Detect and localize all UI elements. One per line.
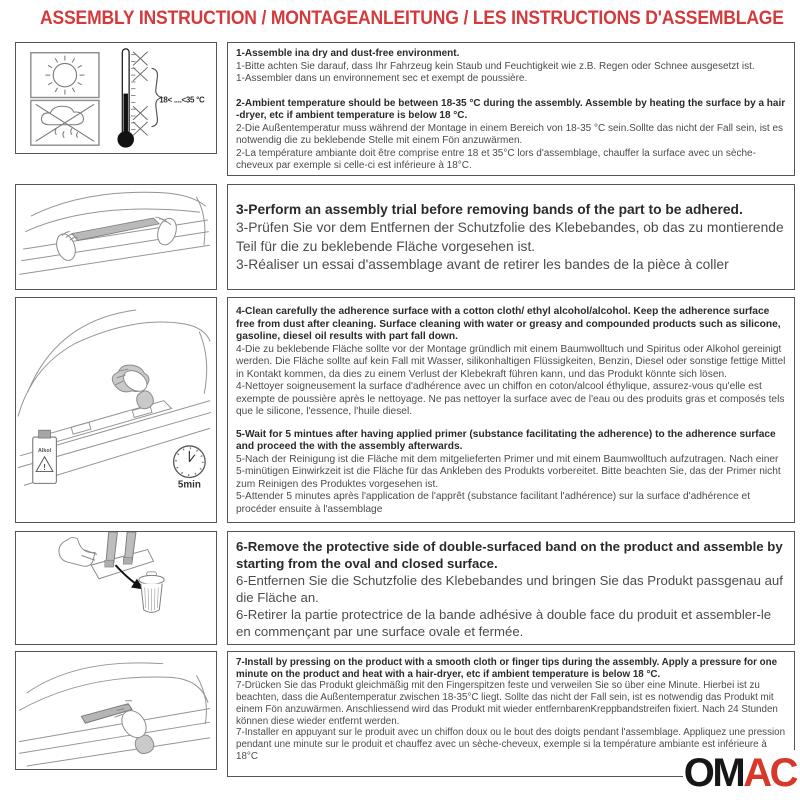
door-sill-strip bbox=[72, 218, 159, 240]
alcohol-bottle-icon bbox=[33, 430, 57, 483]
instructions-step-1-2 bbox=[227, 42, 795, 176]
wiping-sill-drawing bbox=[16, 298, 215, 521]
step-text: 1-Assemble ina dry and dust-free environment. bbox=[236, 48, 460, 59]
environment-illustration bbox=[16, 43, 215, 152]
step-text: 6-Entfernen Sie die Schutzfolie des Klebebandes und bringen Sie das Produkt passgenau auf die Fläche an. bbox=[236, 573, 783, 605]
omac-logo bbox=[683, 750, 796, 798]
instructions-step-3 bbox=[227, 184, 795, 290]
step-text: 2-Die Außentemperatur muss während der Montage in einem Bereich von 18-35 °C sein.Sollte das nicht der Fall sein, ist es notwendig die zu beklebende Stelle mit einem Fön anzuwärmen. bbox=[236, 122, 784, 146]
thermometer-icon bbox=[117, 49, 205, 148]
step-text: 3-Réaliser un essai d'assemblage avant de retirer les bandes de la pièce à coller bbox=[236, 257, 729, 273]
step-text: 6-Remove the protective side of double-surfaced band on the product and assemble by starting from the oval and closed surface. bbox=[236, 539, 783, 571]
peeling-hand-icon bbox=[59, 538, 97, 567]
peeling-band-drawing bbox=[16, 532, 215, 643]
step-text: 7-Drücken Sie das Produkt gleichmäßig mit den Fingerspitzen feste und verweilen Sie so über eine Minute. Hierbei ist zu beachten, dass die Außentemperatur zwischen 18-35°C liegt. Sollte das nicht der Fall sein, ist es notwendig das Produkt mit einem Fön anzuwärmen. Anschliessend wird das Produkt mit wieder entfernbarenKreppbandstreifen fixiert. Nach 24 Stunden können diese wieder entfernt werden. bbox=[236, 680, 778, 727]
right-hand-icon bbox=[154, 216, 179, 247]
clock-icon bbox=[174, 446, 206, 490]
step-text: 5-Nach der Reinigung ist die Fläche mit dem mitgelieferten Primer und mit einem Baumwolltuch aufzutragen. Nach einer 5-minütigen Einwirkzeit ist die Fläche für das Ankleben des Produkts vorbereitet. Bitte beachten Sie, das der Primer nicht zum Reinigen des Produktes vorgesehen ist. bbox=[236, 453, 781, 490]
step-text: 2-Ambient temperature should be between 18-35 °C during the assembly. Assemble by heating the surface by a hair -dryer, etc if ambient temperature is below 18 °C. bbox=[236, 97, 786, 121]
warning-exclamation: ! bbox=[43, 463, 46, 473]
illustration-clean-surface bbox=[15, 297, 217, 523]
wait-time-label: 5min bbox=[177, 479, 201, 491]
illustration-environment-temperature bbox=[15, 42, 217, 154]
no-rain-icon bbox=[31, 100, 99, 145]
logo-black-letters: OM bbox=[683, 751, 744, 795]
illustration-remove-band bbox=[15, 531, 217, 645]
step-text: 4-Clean carefully the adherence surface with a cotton cloth/ ethyl alcohol/alcohol. Keep the adherence surface free from dust after cleaning. Surface cleaning with water or greasy and compounded products such as silicone, gasoline, diesel oil results with part fall down. bbox=[236, 306, 781, 342]
step-text: 4-Die zu beklebende Fläche sollte vor der Montage gründlich mit einem Baumwolltuch und Spiritus oder Alkohol gereinigt werden. Die Fläche sollte auf kein Fall mit Wasser, silikonhaltigen Flüssigkeiten, Benzin, Diesel oder sonstige fettige Mittel in Kontakt kommen, da dies zu einem Verlust der Klebekraft führen kann, und das Produkt könnte sich lösen. bbox=[236, 343, 786, 380]
step-text: 6-Retirer la partie protectrice de la bande adhésive à double face du produit et assembler-le en commençant par une surface ovale et fermée. bbox=[236, 607, 772, 639]
instructions-step-6 bbox=[227, 531, 795, 645]
alcohol-bottle-label: Alkol bbox=[37, 447, 52, 454]
pressing-strip-drawing bbox=[16, 652, 215, 767]
cloth-and-hand-icon bbox=[112, 365, 153, 409]
illustration-assembly-trial bbox=[15, 184, 217, 290]
product-part bbox=[91, 550, 153, 579]
page-title: ASSEMBLY INSTRUCTION / MONTAGEANLEITUNG / LES INSTRUCTIONS D'ASSEMBLAGE bbox=[40, 7, 784, 29]
instructions-step-4-5 bbox=[227, 297, 795, 523]
step-text: 3-Perform an assembly trial before removing bands of the part to be adhered. bbox=[236, 202, 743, 217]
illustration-press-product bbox=[15, 651, 217, 770]
step-text: 7-Install by pressing on the product with a smooth cloth or finger tips during the assembly. Apply a pressure for one minute on the product and heat with a hair-dryer, etc if ambient temperature is below 18 °C. bbox=[236, 657, 778, 680]
thermometer-range-label: 18< ....<35 °C bbox=[159, 95, 205, 105]
step-text: 2-La température ambiante doit être comprise entre 18 et 35°C lors d'assemblage, chauffer la surface avec un sèche-cheveux par exemple si celle-ci est inférieure à 18°C. bbox=[236, 147, 756, 171]
step-text: 7-Installer en appuyant sur le produit avec un chiffon doux ou le bout des doigts pendant l'assemblage. Appliquez une pression pendant une minute sur le produit et chauffez avec un sèche-cheveux, exemple si la température ambiante est inférieure à 18°C bbox=[236, 727, 786, 762]
step-text: 1-Bitte achten Sie darauf, dass Ihr Fahrzeug kein Staub und Feuchtigkeit wie z.B. Regen oder Schnee ausgesetzt ist. bbox=[236, 60, 755, 72]
step-text: 3-Prüfen Sie vor dem Entfernen der Schutzfolie des Klebebandes, ob das zu montierende Teil für die zu beklebende Fläche vorgesehen ist. bbox=[236, 220, 784, 254]
step-text: 5-Wait for 5 mintues after having applied primer (substance facilitating the adherence) to the adherence surface and proceed the with the assembly afterwards. bbox=[236, 428, 776, 452]
hands-holding-strip-drawing bbox=[16, 185, 215, 288]
trash-can-icon bbox=[139, 572, 164, 612]
step-text: 5-Attender 5 minutes après l'application de l'apprêt (substance facilitant l'adhérence) sur la surface d'adhérence et procéder ensuite à l'assemblage bbox=[236, 491, 751, 515]
sun-icon bbox=[31, 53, 99, 98]
step-text: 1-Assembler dans un environnement sec et exempt de poussière. bbox=[236, 73, 528, 84]
logo-red-letters: AC bbox=[743, 751, 796, 795]
step-text: 4-Nettoyer soigneusement la surface d'adhérence avec un chiffon en coton/alcool éthylique, assurez-vous qu'elle est exempte de poussière après le nettoyage. Ne pas nettoyer la surface avec de l'eau ou des produits gras et composés tels que le silicone, l'essence, l'huile diesel. bbox=[236, 381, 785, 417]
